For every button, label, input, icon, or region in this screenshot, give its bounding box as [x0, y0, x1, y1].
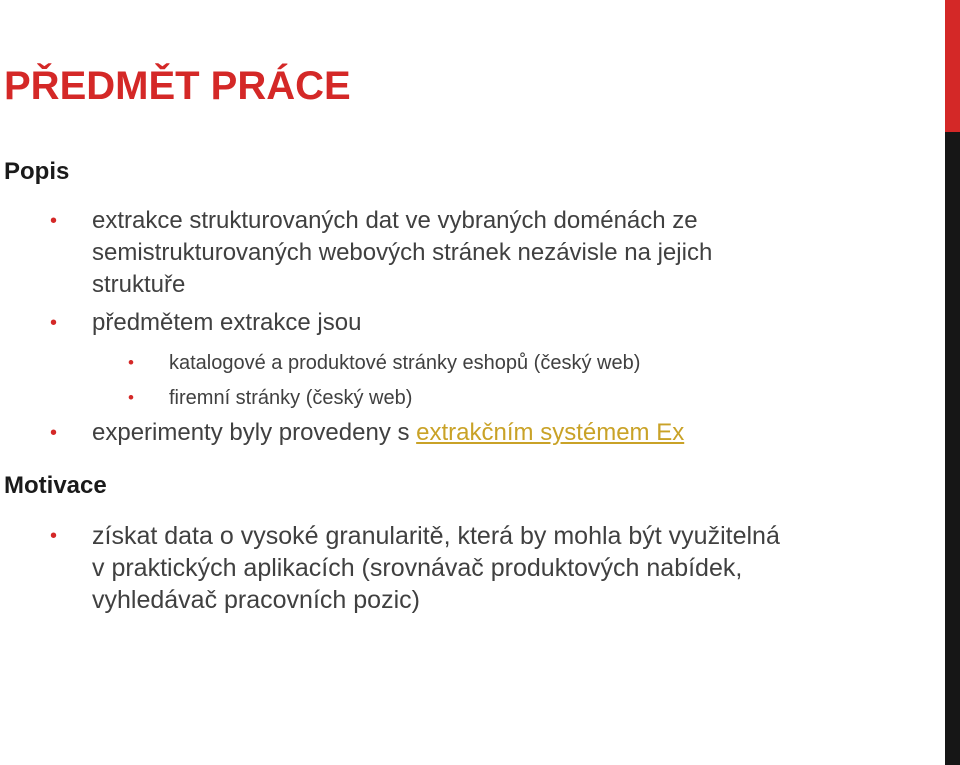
list-item: [0, 307, 712, 339]
section-heading-popis: Popis: [4, 158, 70, 185]
item-text: předmětem extrakce jsou: [92, 309, 362, 336]
item-line: struktuře: [92, 271, 186, 298]
item-line: vyhledávač pracovních pozic): [92, 586, 420, 614]
popis-list: [0, 205, 712, 449]
item-text: experimenty byly provedeny s: [92, 419, 417, 446]
side-bar-accent: [945, 0, 960, 132]
item-line: v praktických aplikacích (srovnávač produktových nabídek,: [92, 554, 743, 582]
bullet-icon: •: [128, 388, 134, 407]
bullet-icon: •: [50, 210, 58, 232]
bullet-icon: •: [50, 422, 58, 444]
section-heading-motivace: Motivace: [4, 472, 107, 499]
item-text: katalogové a produktové stránky eshopů (český web): [169, 352, 641, 374]
item-line: získat data o vysoké granularitě, která by mohla být využitelná: [92, 522, 780, 550]
list-item: [0, 417, 712, 449]
list-item: [0, 382, 712, 414]
extraction-system-link[interactable]: extrakčním systémem Ex: [416, 419, 685, 446]
list-item: [0, 347, 712, 379]
bullet-icon: •: [128, 353, 134, 372]
list-item: [0, 520, 780, 616]
bullet-icon: •: [50, 525, 58, 547]
item-line: semistrukturovaných webových stránek nezávisle na jejich: [92, 239, 713, 266]
bullet-icon: •: [50, 312, 58, 334]
motivace-list: [0, 520, 780, 616]
list-item: [0, 205, 712, 301]
slide-title: PŘEDMĚT PRÁCE: [4, 64, 351, 108]
item-text: firemní stránky (český web): [169, 387, 413, 409]
item-line: extrakce strukturovaných dat ve vybraných doménách ze: [92, 207, 698, 234]
